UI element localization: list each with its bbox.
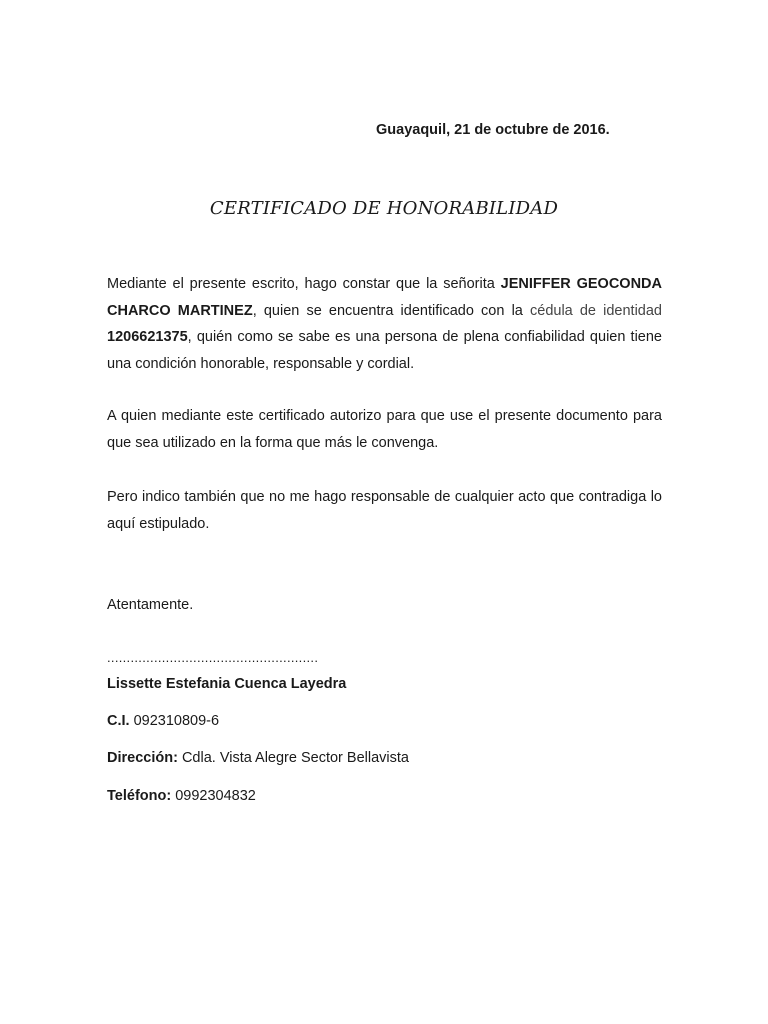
ci-value: 092310809-6 xyxy=(129,713,220,729)
address-label: Dirección: xyxy=(107,750,178,766)
signer-phone xyxy=(107,788,256,804)
paragraph-rest: , quién como se sabe es una persona de plena confiabilidad quien tiene una condición honorable, responsable y cordial. xyxy=(107,329,662,372)
date-line: Guayaquil, 21 de octubre de 2016. xyxy=(376,122,610,138)
signature-line: ...................................................... xyxy=(107,650,319,665)
signer-ci xyxy=(107,713,219,729)
signer-name: Lissette Estefania Cuenca Layedra xyxy=(107,676,347,692)
paragraph-mid: , quien se encuentra identificado con la xyxy=(252,302,530,319)
person-name: JENIFFER GEOCONDA CHARCO MARTINEZ xyxy=(107,276,662,319)
id-label: cédula de identidad xyxy=(530,302,662,319)
phone-value: 0992304832 xyxy=(171,788,256,804)
ci-label: C.I. xyxy=(107,713,130,729)
paragraph-disclaimer: Pero indico también que no me hago responsable de cualquier acto que contradiga lo aquí estipulado. xyxy=(107,489,662,532)
document-title: CERTIFICADO DE HONORABILIDAD xyxy=(209,198,559,219)
signer-address xyxy=(107,750,409,766)
paragraph-certification xyxy=(107,271,662,377)
closing-text: Atentamente. xyxy=(107,597,194,613)
id-number: 1206621375 xyxy=(107,329,188,345)
paragraph-intro: Mediante el presente escrito, hago constar que la señorita xyxy=(107,276,501,292)
paragraph-authorization: A quien mediante este certificado autorizo para que use el presente documento para que sea utilizado en la forma que más le convenga. xyxy=(107,408,662,451)
address-value: Cdla. Vista Alegre Sector Bellavista xyxy=(177,750,409,766)
phone-label: Teléfono: xyxy=(107,788,172,804)
